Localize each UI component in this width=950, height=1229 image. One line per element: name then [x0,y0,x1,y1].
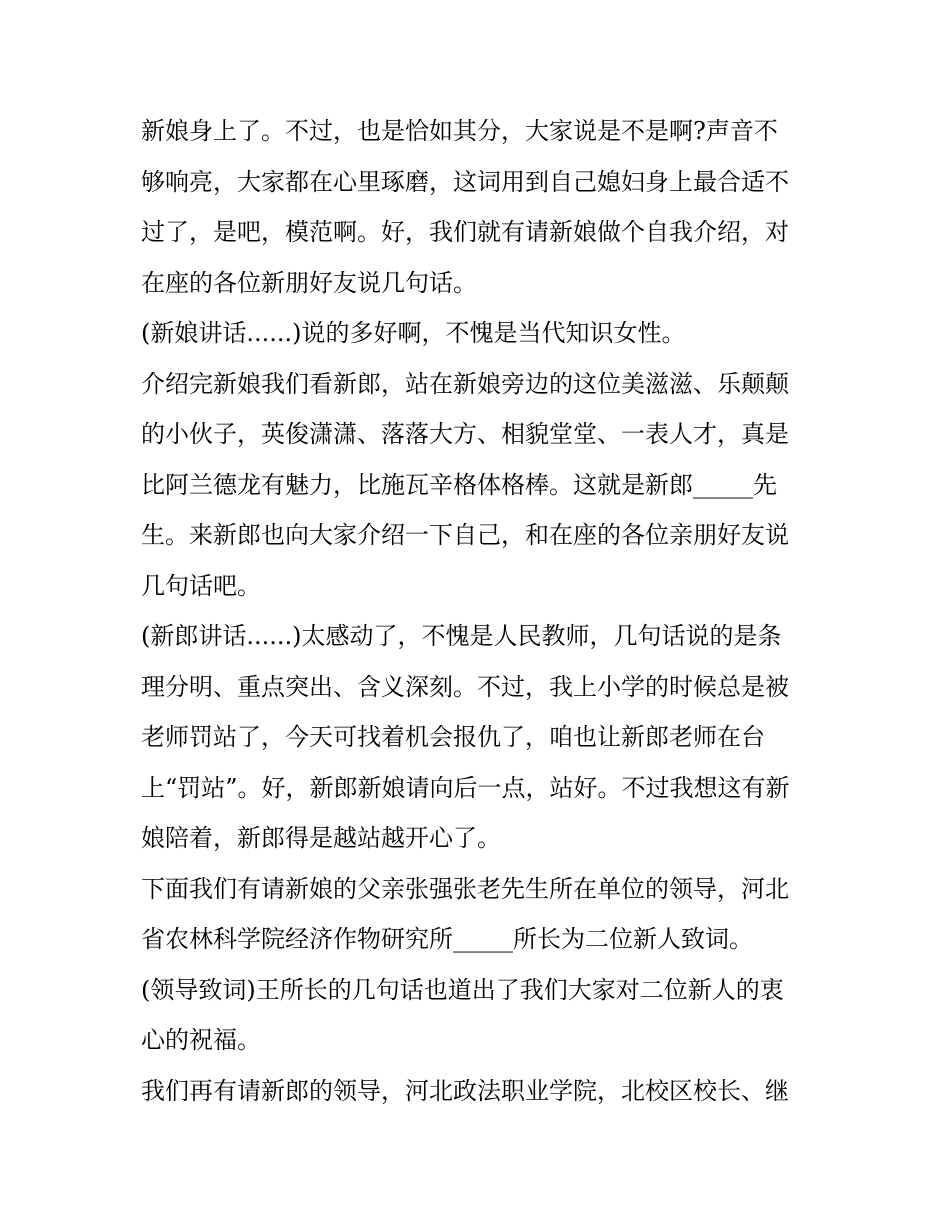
text-line: 心的祝福。 [141,1026,261,1054]
text-line: 新娘身上了。不过，也是恰如其分，大家说是不是啊?声音不 [141,117,778,145]
text-line: 下面我们有请新娘的父亲张强张老先生所在单位的领导，河北 [141,874,789,903]
paragraph [141,1066,821,1117]
paragraph [141,106,821,308]
paragraph [141,965,821,1066]
text-line: 几句话吧。 [141,571,261,600]
paragraph [141,611,821,864]
text-line: 老师罚站了，今天可找着机会报仇了，咱也让新郎老师在台 [141,723,765,751]
text-line: 省农林科学院经济作物研究所_____所长为二位新人致词。 [141,925,753,953]
text-line: 够响亮，大家都在心里琢磨，这词用到自己媳妇身上最合适不 [141,167,789,196]
text-line: 介绍完新娘我们看新郎，站在新娘旁边的这位美滋滋、乐颠颠 [141,369,789,398]
text-line: 理分明、重点突出、含义深刻。不过，我上小学的时候总是被 [141,672,789,701]
text-line: (新娘讲话......)说的多好啊，不愧是当代知识女性。 [141,319,686,347]
text-line: 比阿兰德龙有魅力，比施瓦辛格体格棒。这就是新郎_____先 [141,470,777,499]
document-body [141,106,821,1116]
text-line: 娘陪着，新郎得是越站越开心了。 [141,824,501,852]
text-line: (新郎讲话......)太感动了，不愧是人民教师，几句话说的是条 [141,622,782,650]
text-line: 在座的各位新朋好友说几句话。 [141,268,477,297]
text-line: 我们再有请新郎的领导，河北政法职业学院，北校区校长、继 [141,1076,789,1105]
text-line: (领导致词)王所长的几句话也道出了我们大家对二位新人的衷 [141,975,784,1004]
paragraph [141,359,821,612]
paragraph [141,308,821,359]
text-line: 过了，是吧，模范啊。好，我们就有请新娘做个自我介绍，对 [141,218,789,246]
paragraph [141,864,821,965]
text-line: 上“罚站”。好，新郎新娘请向后一点，站好。不过我想这有新 [141,773,790,802]
text-line: 生。来新郎也向大家介绍一下自己，和在座的各位亲朋好友说 [141,521,789,549]
text-line: 的小伙子，英俊潇潇、落落大方、相貌堂堂、一表人才，真是 [141,420,789,448]
